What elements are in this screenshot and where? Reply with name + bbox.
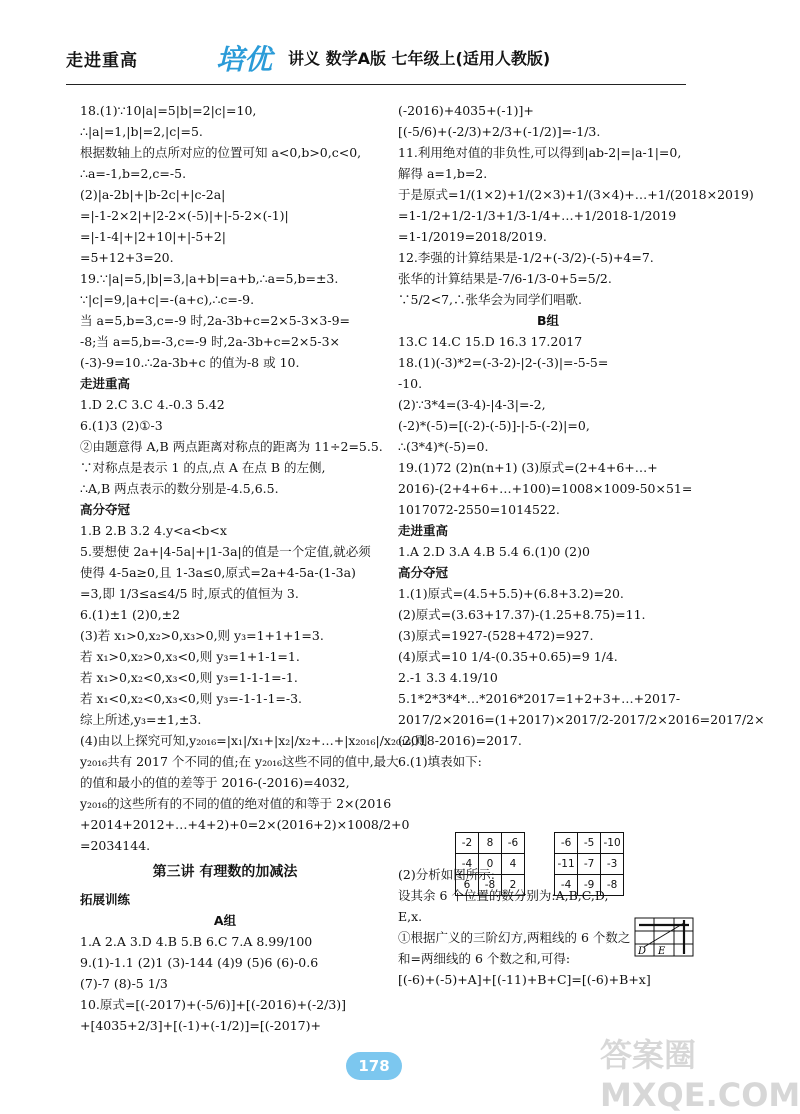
answer-line: [(-5/6)+(-2/3)+2/3+(-1/2)]=-1/3. <box>398 124 601 139</box>
answer-line: +2014+2012+…+4+2)+0=2×(2016+2)×1008/2+0 <box>80 817 410 832</box>
watermark: 答案圈 MXQE.COM <box>600 1036 800 1114</box>
answer-line: =5+12+3=20. <box>80 250 174 265</box>
label-d: D <box>638 946 647 957</box>
magic-square-diagram <box>634 917 694 957</box>
answer-line: 19.(1)72 (2)n(n+1) (3)原式=(2+4+6+…+ <box>398 460 658 475</box>
answer-line: =1-1/2+1/2-1/3+1/3-1/4+…+1/2018-1/2019 <box>398 208 677 223</box>
answer-line: =3,即 1/3≤a≤4/5 时,原式的值恒为 3. <box>80 586 299 601</box>
answer-line: 10.原式=[(-2017)+(-5/6)]+[(-2016)+(-2/3)] <box>80 997 347 1012</box>
answer-line: -10. <box>398 376 423 391</box>
page-number: 178 <box>346 1052 402 1080</box>
answer-line: 19.∵|a|=5,|b|=3,|a+b|=a+b,∴a=5,b=±3. <box>80 271 339 286</box>
answer-line: 走进重高 <box>80 376 131 391</box>
lesson-title: 第三讲 有理数的加减法 <box>152 864 298 880</box>
answer-line: 6.(1)填表如下: <box>398 754 482 769</box>
table-cell: -5 <box>578 833 601 854</box>
answer-line: 1.D 2.C 3.C 4.-0.3 5.42 <box>80 397 225 412</box>
table-row <box>456 875 525 896</box>
answer-line: 走进重高 <box>398 523 449 538</box>
answer-line: ∵|c|=9,|a+c|=-(a+c),∴c=-9. <box>80 292 255 307</box>
answer-line: ∴(3*4)*(-5)=0. <box>398 439 489 454</box>
table-cell: -11 <box>555 854 578 875</box>
answer-line: 18.(1)(-3)*2=(-3-2)-|2-(-3)|=-5-5= <box>398 355 609 370</box>
answer-line: 若 x₁>0,x₂<0,x₃<0,则 y₃=1-1-1=-1. <box>80 670 298 685</box>
answer-line: 5.要想使 2a+|4-5a|+|1-3a|的值是一个定值,就必须 <box>80 544 371 559</box>
answer-line: y₂₀₁₆的这些所有的不同的值的绝对值的和等于 2×(2016 <box>80 796 392 811</box>
table-cell: -8 <box>479 875 502 896</box>
answer-line: +[4035+2/3]+[(-1)+(-1/2)]=[(-2017)+ <box>80 1018 321 1033</box>
answer-line: -8;当 a=5,b=-3,c=-9 时,2a-3b+c=2×5-3× <box>80 334 340 349</box>
series-title: 走进重高 <box>66 51 138 71</box>
answer-line: 12.李强的计算结果是-1/2+(-3/2)-(-5)+4=7. <box>398 250 654 265</box>
fill-tables <box>455 832 648 896</box>
answer-line: =1-1/2019=2018/2019. <box>398 229 547 244</box>
book-subtitle: 讲义 数学A版 七年级上(适用人教版) <box>288 49 551 68</box>
answer-line: ∴|a|=1,|b|=2,|c|=5. <box>80 124 203 139</box>
table-cell: 0 <box>479 854 502 875</box>
label-e: E <box>658 946 666 957</box>
table-cell: -6 <box>555 833 578 854</box>
answer-line: 当 a=5,b=3,c=-9 时,2a-3b+c=2×5-3×3-9= <box>80 313 350 328</box>
table-cell: 2 <box>502 875 525 896</box>
table-cell: -8 <box>601 875 624 896</box>
table-row <box>555 854 624 875</box>
table-cell: 8 <box>479 833 502 854</box>
answer-line: 解得 a=1,b=2. <box>398 166 488 181</box>
answer-line: (3)若 x₁>0,x₂>0,x₃>0,则 y₃=1+1+1=3. <box>80 628 324 643</box>
table-cell: -9 <box>578 875 601 896</box>
table-cell: -4 <box>456 854 479 875</box>
answer-line: 根据数轴上的点所对应的位置可知 a<0,b>0,c<0, <box>80 145 362 160</box>
answer-line: 拓展训练 <box>80 892 131 907</box>
table-row <box>555 875 624 896</box>
answer-line: (2)∵3*4=(3-4)-|4-3|=-2, <box>398 397 546 412</box>
answer-line: 6.(1)3 (2)①-3 <box>80 418 163 433</box>
answer-line: 2.-1 3.3 4.19/10 <box>398 670 498 685</box>
answer-line: 1.B 2.B 3.2 4.y<a<b<x <box>80 523 227 538</box>
answer-line: (-2016)+4035+(-1)]+ <box>398 103 534 118</box>
table-cell: 4 <box>502 854 525 875</box>
answer-line: (3)原式=1927-(528+472)=927. <box>398 628 594 643</box>
table-row <box>456 854 525 875</box>
page-header <box>66 38 686 85</box>
answer-line: 张华的计算结果是-7/6-1/3-0+5=5/2. <box>398 271 612 286</box>
answer-line: 13.C 14.C 15.D 16.3 17.2017 <box>398 334 583 349</box>
table-cell: -10 <box>601 833 624 854</box>
answer-line: y₂₀₁₆共有 2017 个不同的值;在 y₂₀₁₆这些不同的值中,最大 <box>80 754 399 769</box>
answer-line: 18.(1)∵10|a|=5|b|=2|c|=10, <box>80 103 257 118</box>
answer-line: ①根据广义的三阶幻方,两粗线的 6 个数之 <box>398 930 631 945</box>
answer-line: ∵对称点是表示 1 的点,点 A 在点 B 的左侧, <box>80 460 326 475</box>
answer-line: (2018-2016)=2017. <box>398 733 522 748</box>
answer-line: 的值和最小的值的差等于 2016-(-2016)=4032, <box>80 775 350 790</box>
answer-line: (2)分析如图所示: <box>398 867 495 882</box>
answer-line: ②由题意得 A,B 两点距离对称点的距离为 11÷2=5.5. <box>80 439 383 454</box>
answer-line: =2034144. <box>80 838 151 853</box>
answer-line: ∵5/2<7,∴张华会为同学们唱歌. <box>398 292 582 307</box>
answer-line: 2017/2×2016=(1+2017)×2017/2-2017/2×2016=2017/2× <box>398 712 765 727</box>
table-row <box>456 833 525 854</box>
table-cell: -6 <box>502 833 525 854</box>
answer-line: 综上所述,y₃=±1,±3. <box>80 712 202 727</box>
magic-table-left <box>455 832 525 896</box>
answer-line: 高分夺冠 <box>80 502 131 517</box>
table-cell: -4 <box>555 875 578 896</box>
table-cell: -3 <box>601 854 624 875</box>
answer-line: 使得 4-5a≥0,且 1-3a≤0,原式=2a+4-5a-(1-3a) <box>80 565 356 580</box>
answer-line: 于是原式=1/(1×2)+1/(2×3)+1/(3×4)+…+1/(2018×2019) <box>398 187 754 202</box>
answer-line: (4)由以上探究可知,y₂₀₁₆=|x₁|/x₁+|x₂|/x₂+…+|x₂₀₁₆|/x₂₀₁₆,则 <box>80 733 428 748</box>
answer-line: 1017072-2550=1014522. <box>398 502 560 517</box>
answer-line: =|-1-2×2|+|2-2×(-5)|+|-5-2×(-1)| <box>80 208 289 223</box>
answer-line: 11.利用绝对值的非负性,可以得到|ab-2|=|a-1|=0, <box>398 145 682 160</box>
table-row <box>555 833 624 854</box>
answer-line: (7)-7 (8)-5 1/3 <box>80 976 168 991</box>
answer-line: [(-6)+(-5)+A]+[(-11)+B+C]=[(-6)+B+x] <box>398 972 651 987</box>
magic-table-right <box>554 832 624 896</box>
answer-line: A组 <box>213 913 237 928</box>
answer-line: ∴A,B 两点表示的数分别是-4.5,6.5. <box>80 481 279 496</box>
answer-line: (2)原式=(3.63+17.37)-(1.25+8.75)=11. <box>398 607 646 622</box>
brand-logo: 培优 <box>216 43 273 76</box>
answer-line: (-3)-9=10.∴2a-3b+c 的值为-8 或 10. <box>80 355 300 370</box>
answer-line: 若 x₁>0,x₂>0,x₃<0,则 y₃=1+1-1=1. <box>80 649 300 664</box>
answer-line: 设其余 6 个位置的数分别为:A,B,C,D, <box>398 888 609 903</box>
answer-line: 9.(1)-1.1 (2)1 (3)-144 (4)9 (5)6 (6)-0.6 <box>80 955 319 970</box>
table-cell: 6 <box>456 875 479 896</box>
answer-line: (4)原式=10 1/4-(0.35+0.65)=9 1/4. <box>398 649 618 664</box>
answer-line: ∴a=-1,b=2,c=-5. <box>80 166 187 181</box>
answer-line: 6.(1)±1 (2)0,±2 <box>80 607 181 622</box>
answer-line: B组 <box>536 313 560 328</box>
answer-line: 若 x₁<0,x₂<0,x₃<0,则 y₃=-1-1-1=-3. <box>80 691 303 706</box>
answer-line: 1.A 2.A 3.D 4.B 5.B 6.C 7.A 8.99/100 <box>80 934 313 949</box>
answer-line: (-2)*(-5)=[(-2)-(-5)]-|-5-(-2)|=0, <box>398 418 590 433</box>
answer-line: 1.A 2.D 3.A 4.B 5.4 6.(1)0 (2)0 <box>398 544 590 559</box>
table-cell: -2 <box>456 833 479 854</box>
answer-line: E,x. <box>398 909 423 924</box>
answer-line: 2016)-(2+4+6+…+100)=1008×1009-50×51= <box>398 481 693 496</box>
answer-line: 5.1*2*3*4*…*2016*2017=1+2+3+…+2017- <box>398 691 681 706</box>
answer-line: (2)|a-2b|+|b-2c|+|c-2a| <box>80 187 226 202</box>
answer-line: =|-1-4|+|2+10|+|-5+2| <box>80 229 226 244</box>
answer-line: 1.(1)原式=(4.5+5.5)+(6.8+3.2)=20. <box>398 586 624 601</box>
table-cell: -7 <box>578 854 601 875</box>
answer-line: 和=两细线的 6 个数之和,可得: <box>398 951 571 966</box>
answer-line: 高分夺冠 <box>398 565 449 580</box>
